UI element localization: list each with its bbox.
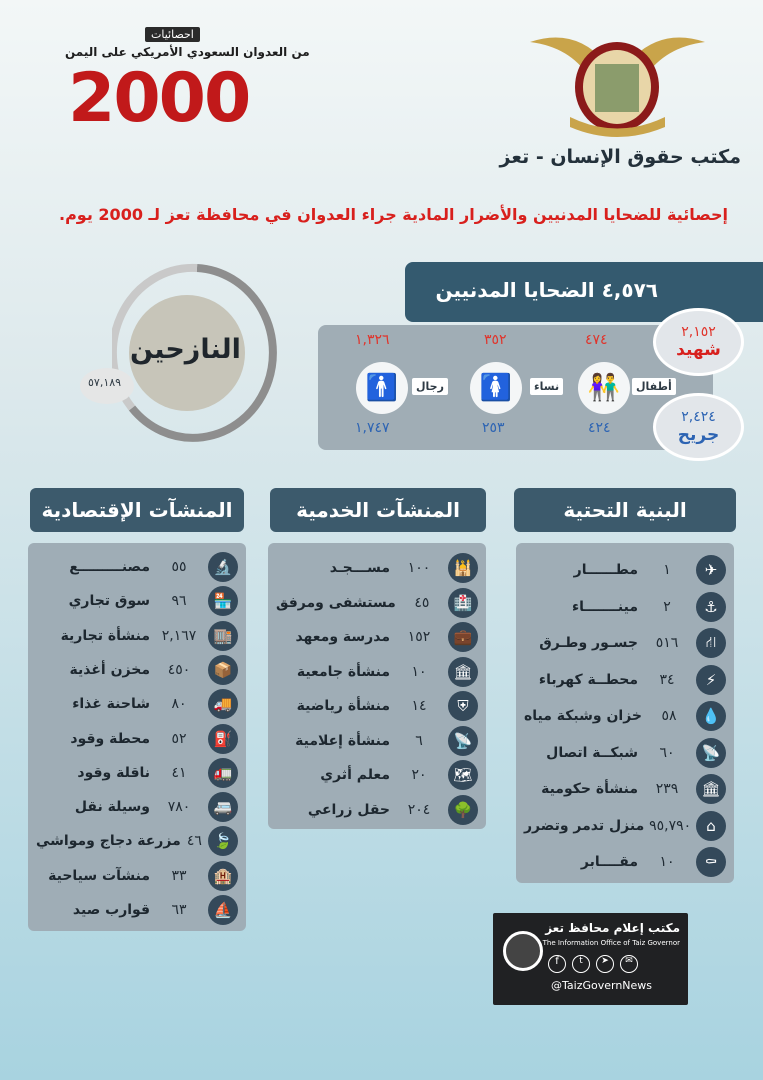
economic-label: سوق تجاري: [68, 593, 150, 610]
tower-icon: 📡: [696, 738, 726, 768]
infra-row: [524, 774, 726, 804]
economic-row: [36, 552, 238, 582]
economic-label: منشأة تجارية: [60, 627, 150, 644]
hospital-icon: 🏥: [448, 588, 478, 618]
economic-header: المنشآت الإقتصادية: [30, 488, 244, 532]
economic-label: محطة وقود: [70, 730, 150, 747]
men-injured: ١,٧٤٧: [355, 420, 390, 436]
economic-row: [36, 826, 238, 856]
service-label: مستشفى ومرفق: [276, 594, 396, 611]
economic-row: [36, 655, 238, 685]
lightning-icon: ⚡: [696, 665, 726, 695]
service-count: ٤٥: [414, 594, 430, 611]
economic-count: ٥٢: [171, 730, 187, 747]
men-label: رجال: [412, 378, 448, 395]
telegram-icon[interactable]: ➤: [596, 955, 614, 973]
wounded-value: ٢,٤٢٤: [681, 409, 716, 425]
economic-row: [36, 586, 238, 616]
service-count: ١٠٠: [407, 560, 431, 576]
microscope-icon: 🔬: [208, 552, 238, 582]
economic-count: ٥٥: [171, 559, 187, 575]
children-injured: ٤٢٤: [588, 420, 611, 436]
infra-label: جسـور وطـرق: [539, 635, 638, 651]
economic-label: مصنـــــــــع: [69, 559, 150, 575]
economic-label: مزرعة دجاج ومواشي: [36, 833, 181, 850]
infra-count: ٢: [663, 598, 671, 615]
map-icon: 🗺: [448, 760, 478, 790]
women-injured: ٢٥٣: [482, 420, 505, 436]
service-row: [276, 622, 478, 652]
government-building-icon: 🏛: [696, 774, 726, 804]
shield-icon: ⛨: [448, 691, 478, 721]
infra-row: [524, 592, 726, 622]
economic-label: قوارب صيد: [72, 902, 150, 918]
infra-row: [524, 665, 726, 695]
infra-row: [524, 555, 726, 585]
economic-row: [36, 621, 238, 651]
service-label: معلم أثري: [320, 767, 390, 783]
infra-label: مينـــــــاء: [571, 598, 638, 615]
logo-number: 2000: [68, 59, 250, 138]
tree-icon: 🌳: [448, 795, 478, 825]
economic-count: ٨٠: [171, 696, 187, 713]
economic-label: ناقلة وقود: [77, 764, 150, 781]
infra-label: مطــــــار: [573, 562, 638, 578]
economic-label: وسيلة نقل: [74, 799, 150, 816]
cash-register-icon: 🏨: [208, 861, 238, 891]
displaced-value: ٥٧,١٨٩: [88, 376, 122, 389]
infra-label: مقــــابر: [580, 854, 638, 870]
economic-row: [36, 792, 238, 822]
twitter-icon[interactable]: t: [572, 955, 590, 973]
infra-count: ١: [663, 562, 671, 578]
casualties-title: ٤,٥٧٦ الضحايا المدنيين: [435, 278, 658, 302]
facebook-icon[interactable]: f: [548, 955, 566, 973]
infra-count: ٦٠: [659, 744, 675, 761]
children-killed: ٤٧٤: [585, 332, 608, 348]
truck-icon: 🚚: [208, 689, 238, 719]
fuel-station-icon: ⛽: [208, 724, 238, 754]
footer-card: [493, 913, 688, 1005]
service-label: منشأة رياضية: [296, 698, 390, 714]
service-count: ٢٠٤: [407, 801, 431, 818]
service-row: [276, 588, 478, 618]
store-icon: 🏪: [208, 586, 238, 616]
displaced-label: النازحين: [130, 334, 241, 365]
men-killed: ١,٣٢٦: [355, 332, 390, 348]
oil-pump-icon: ⚓: [696, 592, 726, 622]
office-title: مكتب حقوق الإنسان - تعز: [499, 146, 741, 168]
service-count: ٢٠: [411, 767, 427, 783]
email-icon[interactable]: ✉: [620, 955, 638, 973]
box-icon: 📦: [208, 655, 238, 685]
infra-row: [524, 701, 726, 731]
footer-name-ar: مكتب إعلام محافظ تعز: [545, 921, 680, 935]
economic-row: [36, 895, 238, 925]
service-row: [276, 726, 478, 756]
water-drop-icon: 💧: [696, 701, 726, 731]
infra-row: [524, 847, 726, 877]
leaf-icon: 🍃: [208, 826, 238, 856]
logo-badge: احصائيات: [145, 27, 200, 42]
infra-row: [524, 738, 726, 768]
logo-2000: [60, 25, 310, 145]
service-label: مســـجـد: [329, 560, 390, 576]
martyrs-value: ٢,١٥٢: [681, 324, 716, 340]
economic-row: [36, 861, 238, 891]
service-count: ٦: [415, 732, 423, 749]
infra-count: ١٠: [659, 854, 675, 870]
service-row: [276, 691, 478, 721]
economic-count: ٦٣: [171, 902, 187, 918]
economic-count: ٧٨٠: [167, 799, 191, 816]
man-icon: 🚹: [356, 362, 408, 414]
infra-count: ٢٣٩: [655, 781, 679, 797]
service-count: ١٥٢: [407, 629, 431, 645]
economic-count: ٩٦: [171, 593, 187, 610]
shop-icon: 🏬: [208, 621, 238, 651]
house-icon: ⌂: [696, 811, 726, 841]
service-row: [276, 760, 478, 790]
infra-count: ٥١٦: [655, 635, 679, 651]
service-header: المنشآت الخدمية: [270, 488, 486, 532]
women-killed: ٣٥٢: [484, 332, 507, 348]
women-label: نساء: [530, 378, 563, 395]
economic-row: [36, 758, 238, 788]
economic-row: [36, 689, 238, 719]
tanker-icon: 🚛: [208, 758, 238, 788]
economic-label: مخزن أغذية: [69, 661, 150, 678]
footer-social-icons: [548, 955, 638, 973]
service-count: ١٠: [411, 663, 427, 680]
economic-count: ٣٣: [171, 867, 187, 884]
economic-count: ٤١: [171, 764, 187, 781]
mosque-icon: 🕌: [448, 553, 478, 583]
service-label: مدرسة ومعهد: [295, 629, 390, 645]
martyrs-badge: [653, 308, 744, 376]
boat-icon: ⛵: [208, 895, 238, 925]
briefcase-icon: 💼: [448, 622, 478, 652]
service-row: [276, 795, 478, 825]
service-label: حقل زراعي: [307, 801, 390, 818]
economic-count: ٢,١٦٧: [161, 627, 197, 644]
headline: إحصائية للضحايا المدنيين والأضرار المادية جراء العدوان في محافظة تعز لـ 2000 يوم.: [59, 205, 728, 224]
service-row: [276, 553, 478, 583]
infra-header: البنية التحتية: [514, 488, 736, 532]
footer-name-en: The Information Office of Taiz Governor: [542, 939, 680, 947]
infra-label: خزان وشبكة مياه: [524, 708, 643, 724]
wounded-badge: [653, 393, 744, 461]
infra-label: منشأة حكومية: [541, 781, 638, 797]
service-label: منشأة جامعية: [296, 663, 390, 680]
economic-count: ٤٦: [186, 833, 202, 850]
vehicle-icon: 🚐: [208, 792, 238, 822]
children-icon: 👫: [578, 362, 630, 414]
logo-subtitle: من العدوان السعودي الأمريكي على اليمن: [65, 45, 310, 59]
wounded-label: جريح: [677, 425, 720, 445]
economic-row: [36, 724, 238, 754]
airplane-icon: ✈: [696, 555, 726, 585]
university-icon: 🏛: [448, 657, 478, 687]
infra-row: [524, 811, 726, 841]
road-icon: ⛙: [696, 628, 726, 658]
infra-label: محطــة كهرباء: [538, 671, 638, 688]
yemen-emblem-icon: [525, 22, 710, 137]
infra-row: [524, 628, 726, 658]
infra-label: شبكــة اتصال: [546, 744, 638, 761]
service-count: ١٤: [411, 698, 427, 714]
children-label: أطفال: [632, 378, 676, 395]
satellite-dish-icon: 📡: [448, 726, 478, 756]
woman-icon: 🚺: [470, 362, 522, 414]
camera-lens-icon: [503, 931, 543, 971]
infra-count: ٣٤: [659, 671, 675, 688]
infra-count: ٩٥,٧٩٠: [649, 817, 692, 834]
economic-count: ٤٥٠: [167, 661, 191, 678]
economic-label: شاحنة غذاء: [72, 696, 150, 713]
economic-label: منشآت سياحية: [48, 867, 150, 884]
martyrs-label: شهيد: [676, 340, 721, 360]
service-row: [276, 657, 478, 687]
footer-handle[interactable]: @TaizGovernNews: [551, 979, 653, 992]
grave-icon: ⚰: [696, 847, 726, 877]
infra-count: ٥٨: [661, 708, 677, 724]
service-label: منشأة إعلامية: [295, 732, 390, 749]
infra-label: منزل تدمر وتضرر: [524, 817, 645, 834]
